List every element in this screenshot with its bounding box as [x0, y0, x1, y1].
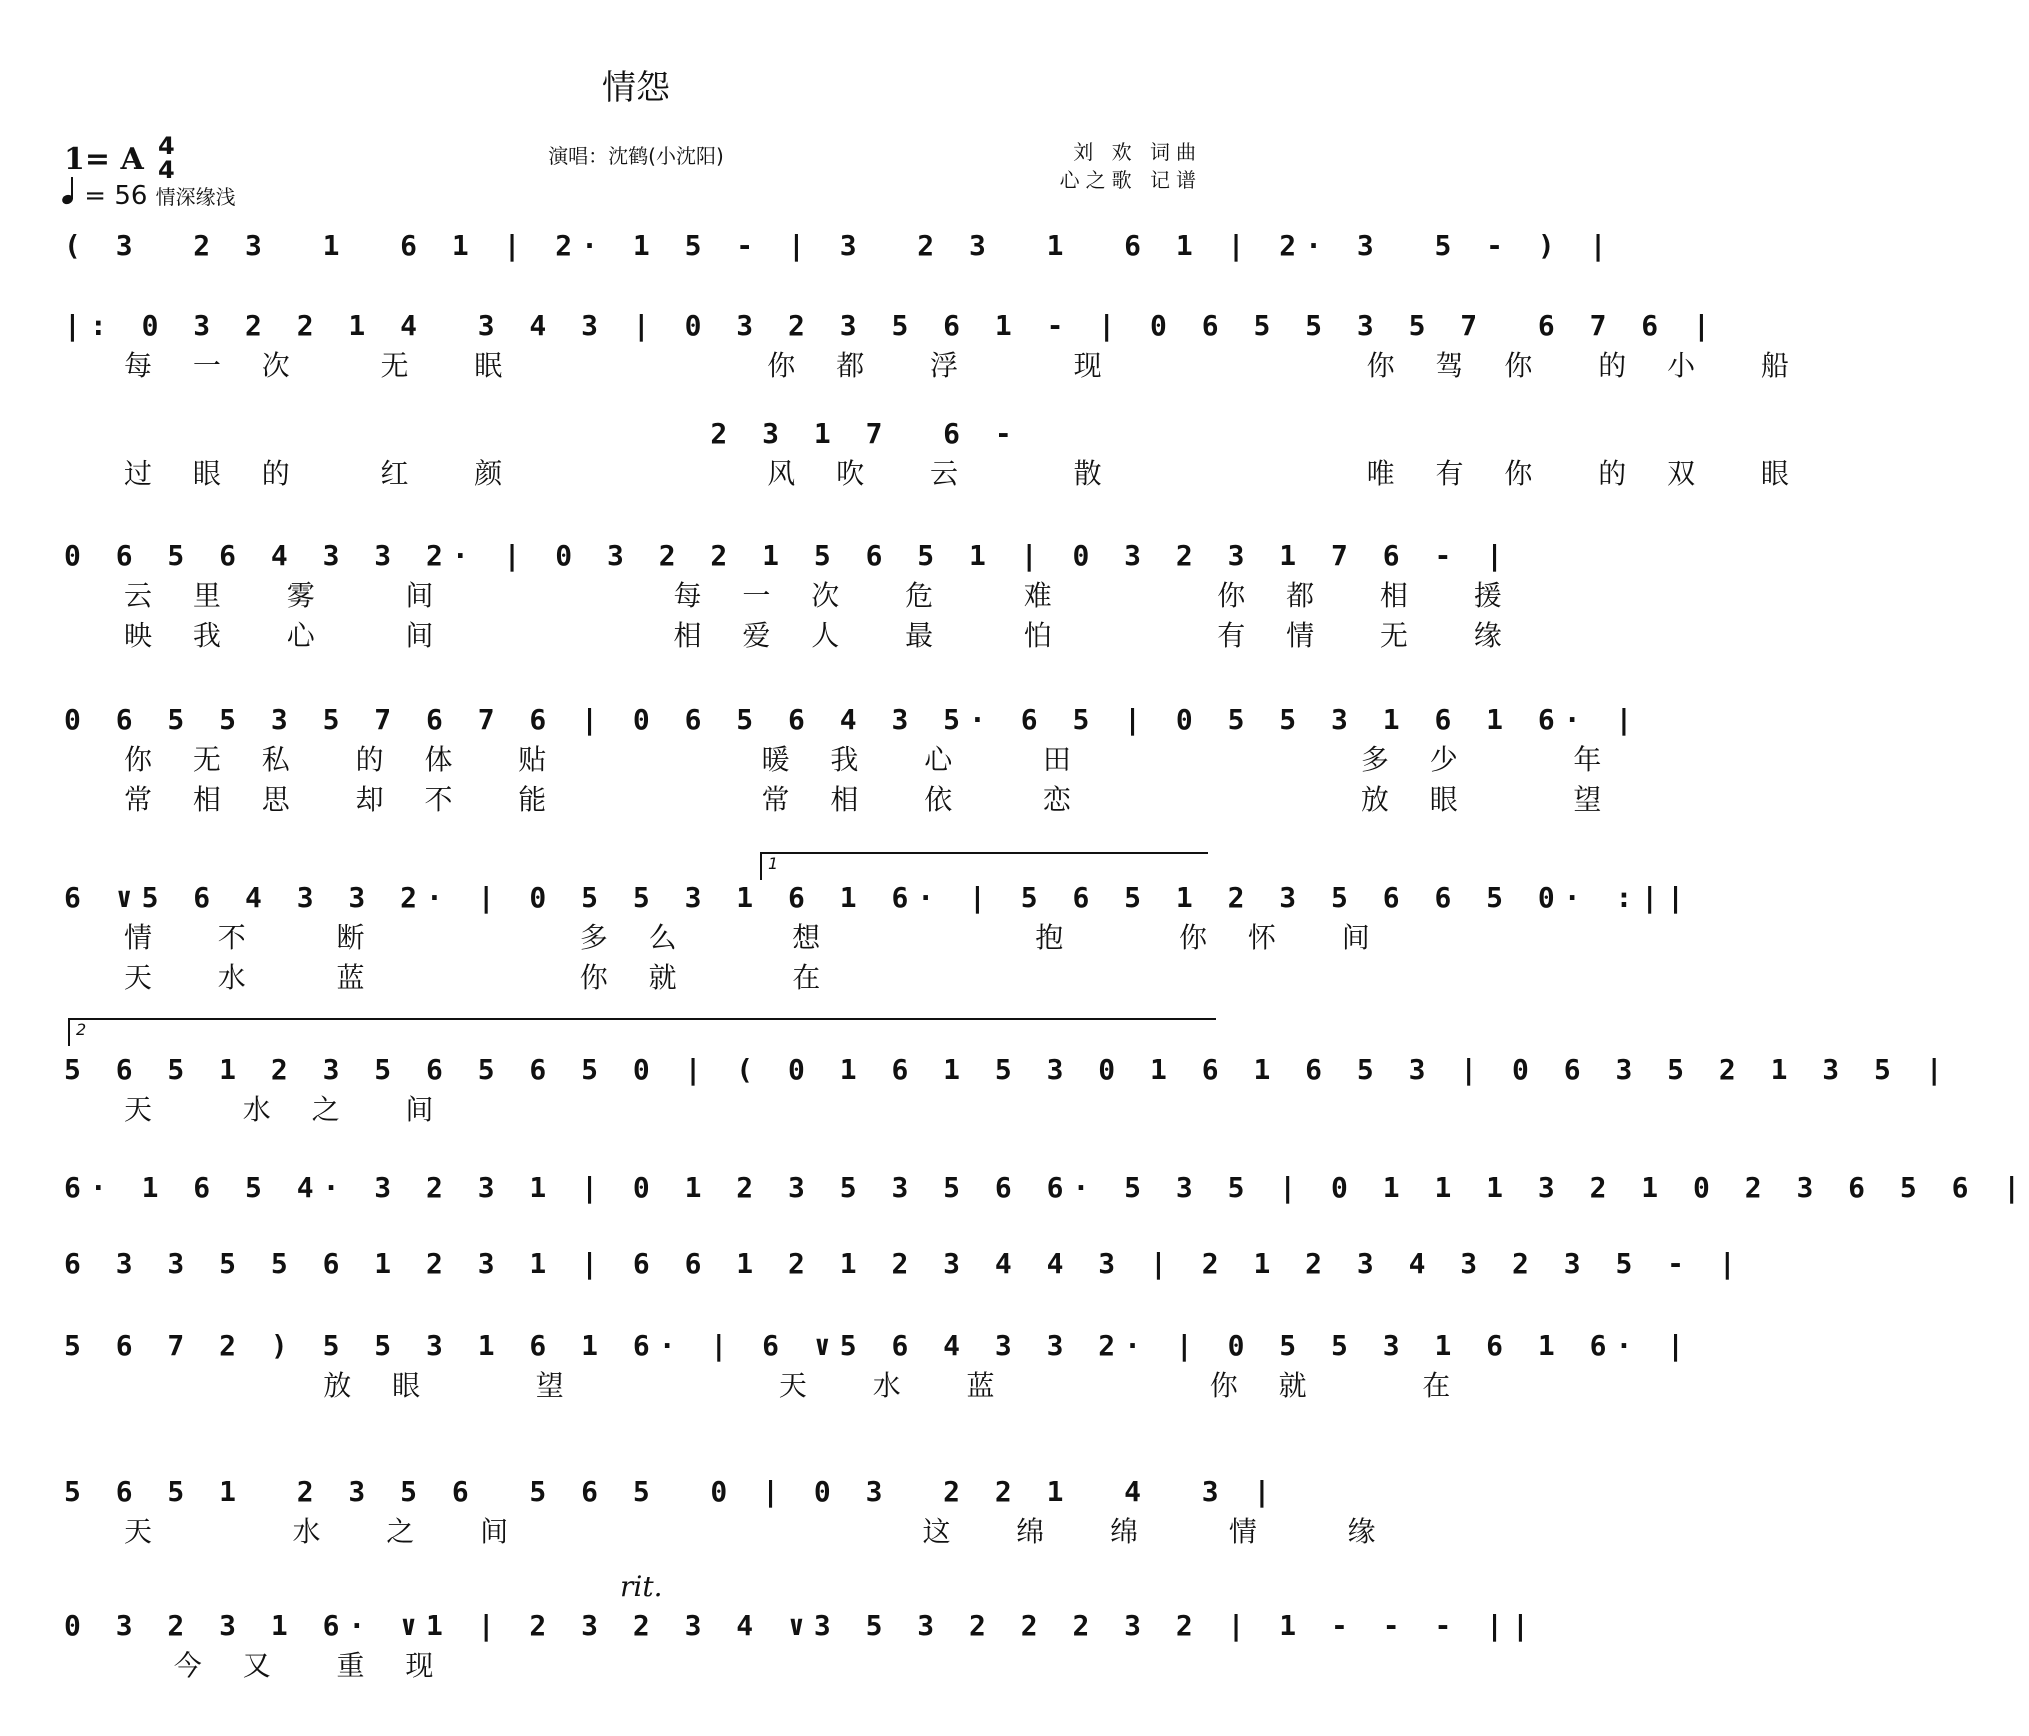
- volta-2: 2: [68, 1018, 1216, 1046]
- lyric-line: 云 里 雾 间 每 一 次 危 难 你 都 相 援: [124, 579, 1518, 612]
- lyric-line: 天 水 之 间: [124, 1093, 450, 1126]
- lyric-line: 映 我 心 间 相 爱 人 最 怕 有 情 无 缘: [124, 619, 1518, 652]
- staff-row: [64, 414, 1805, 494]
- volta-1: 1: [760, 852, 1208, 880]
- lyric-line: 今 又 重 现: [124, 1649, 450, 1682]
- tempo-description: 情深缘浅: [155, 185, 236, 209]
- staff-row: [64, 1168, 2029, 1208]
- staff-row: [64, 1472, 1392, 1552]
- notes-line: 6 3 3 5 5 6 1 2 3 1 | 6 6 1 2 1 2 3 4 4 3 | 2 1 2 3 4 3 2 3 5 - |: [64, 1247, 1745, 1280]
- staff-row: [64, 700, 1642, 820]
- lyric-line: 常 相 思 却 不 能 常 相 依 恋 放 眼 望: [124, 783, 1618, 816]
- lyric-line: 放 眼 望 天 水 蓝 你 就 在: [124, 1369, 1467, 1402]
- lyric-line: 过 眼 的 红 颜 风 吹 云 散 唯 有 你 的 双 眼: [124, 457, 1805, 490]
- tempo-value: = 56: [84, 181, 148, 211]
- staff-row: [64, 226, 1616, 266]
- notes-line: 0 6 5 5 3 5 7 6 7 6 | 0 6 5 6 4 3 5· 6 5 | 0 5 5 3 1 6 1 6· |: [64, 703, 1642, 736]
- lyric-line: 情 不 断 多 么 想 抱 你 怀 间: [124, 921, 1386, 954]
- notes-line: 0 6 5 6 4 3 3 2· | 0 3 2 2 1 5 6 5 1 | 0 3 2 3 1 7 6 - |: [64, 539, 1513, 572]
- staff-row: [64, 1244, 1745, 1284]
- key-signature: 1= A: [64, 142, 144, 177]
- notes-line: 5 6 5 1 2 3 5 6 5 6 5 0 | 0 3 2 2 1 4 3 |: [64, 1475, 1280, 1508]
- song-title: 情怨: [602, 68, 670, 108]
- notes-line: |: 0 3 2 2 1 4 3 4 3 | 0 3 2 3 5 6 1 - | 0 6 5 5 3 5 7 6 7 6 |: [64, 309, 1719, 342]
- quarter-note-icon: [62, 178, 76, 204]
- staff-row: [64, 1050, 1952, 1130]
- meter-top: 4: [158, 132, 175, 160]
- notes-line: 0 3 2 3 1 6· ∨1 | 2 3 2 3 4 ∨3 5 3 2 2 2 3 2 | 1 - - - ||: [64, 1609, 1538, 1642]
- transcriber-credit: 心之歌 记谱: [1059, 168, 1202, 192]
- lyricist-credit: 刘 欢 词曲: [1073, 140, 1202, 164]
- staff-row: [64, 536, 1518, 656]
- staff-row: [64, 1606, 1538, 1686]
- meter-bottom: 4: [158, 156, 175, 184]
- lyric-line: 天 水 之 间 这 绵 绵 情 缘: [124, 1515, 1392, 1548]
- lyric-line: 天 水 蓝 你 就 在: [124, 961, 837, 994]
- notes-line: 6 ∨5 6 4 3 3 2· | 0 5 5 3 1 6 1 6· | 5 6 5 1 2 3 5 6 6 5 0· :||: [64, 881, 1694, 914]
- notes-line: ( 3 2 3 1 6 1 | 2· 1 5 - | 3 2 3 1 6 1 | 2· 3 5 - ) |: [64, 229, 1616, 262]
- ritardando-marking: rit.: [620, 1570, 663, 1603]
- lyric-line: 每 一 次 无 眠 你 都 浮 现 你 驾 你 的 小 船: [124, 349, 1805, 382]
- lyric-line: 你 无 私 的 体 贴 暖 我 心 田 多 少 年: [124, 743, 1618, 776]
- tempo-marking: [62, 178, 236, 211]
- notes-line: 5 6 5 1 2 3 5 6 5 6 5 0 | ( 0 1 6 1 5 3 0 1 6 1 6 5 3 | 0 6 3 5 2 1 3 5 |: [64, 1053, 1952, 1086]
- notes-line: 2 3 1 7 6 -: [64, 417, 1021, 450]
- singer-credit: 演唱：沈鹤(小沈阳): [548, 144, 724, 168]
- notes-line: 5 6 7 2 ) 5 5 3 1 6 1 6· | 6 ∨5 6 4 3 3 2· | 0 5 5 3 1 6 1 6· |: [64, 1329, 1694, 1362]
- staff-row: [64, 1326, 1694, 1406]
- credits: [1060, 138, 1202, 194]
- staff-row: [64, 306, 1805, 386]
- notes-line: 6· 1 6 5 4· 3 2 3 1 | 0 1 2 3 5 3 5 6 6· 5 3 5 | 0 1 1 1 3 2 1 0 2 3 6 5 6 |: [64, 1171, 2029, 1204]
- staff-row: [64, 878, 1694, 998]
